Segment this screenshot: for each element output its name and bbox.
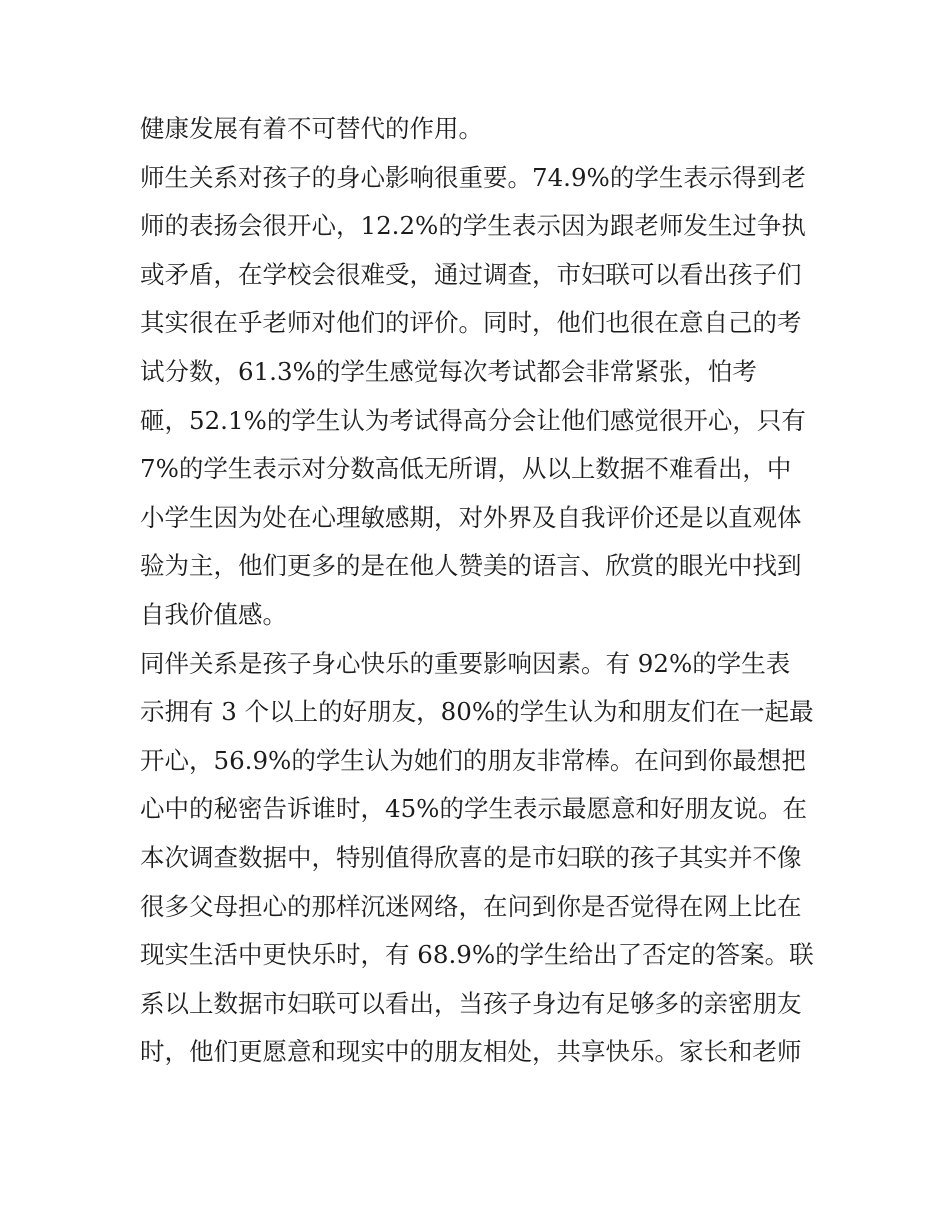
text-line: 系以上数据市妇联可以看出，当孩子身边有足够多的亲密朋友 [140,988,802,1018]
text-line: 示拥有 3 个以上的好朋友，80%的学生认为和朋友们在一起最 [140,697,814,727]
text-line: 7%的学生表示对分数高低无所谓，从以上数据不难看出，中 [140,454,792,484]
body-text [140,105,820,1077]
text-line: 健康发展有着不可替代的作用。 [140,114,483,143]
text-line: 砸，52.1%的学生认为考试得高分会让他们感觉很开心，只有 [140,405,806,435]
text-line: 师的表扬会很开心，12.2%的学生表示因为跟老师发生过争执 [140,211,806,241]
text-line: 或矛盾，在学校会很难受，通过调查，市妇联可以看出孩子们 [140,259,802,289]
text-line: 心中的秘密告诉谁时，45%的学生表示最愿意和好朋友说。在 [140,794,807,824]
text-line: 开心，56.9%的学生认为她们的朋友非常棒。在问到你最想把 [140,745,806,775]
text-line: 小学生因为处在心理敏感期，对外界及自我评价还是以直观体 [140,502,802,532]
text-line: 很多父母担心的那样沉迷网络，在问到你是否觉得在网上比在 [140,891,802,921]
text-line: 师生关系对孩子的身心影响很重要。74.9%的学生表示得到老 [140,162,806,192]
text-line: 其实很在乎老师对他们的评价。同时，他们也很在意自己的考 [140,308,802,338]
text-line: 自我价值感。 [140,599,287,629]
text-line: 同伴关系是孩子身心快乐的重要影响因素。有 92%的学生表 [140,648,791,678]
text-line: 时，他们更愿意和现实中的朋友相处，共享快乐。家长和老师 [140,1037,802,1067]
text-line: 验为主，他们更多的是在他人赞美的语言、欣赏的眼光中找到 [140,551,802,581]
text-line: 现实生活中更快乐时，有 68.9%的学生给出了否定的答案。联 [140,940,814,970]
text-line: 本次调查数据中，特别值得欣喜的是市妇联的孩子其实并不像 [140,842,802,872]
text-line: 试分数，61.3%的学生感觉每次考试都会非常紧张，怕考 [140,356,757,386]
